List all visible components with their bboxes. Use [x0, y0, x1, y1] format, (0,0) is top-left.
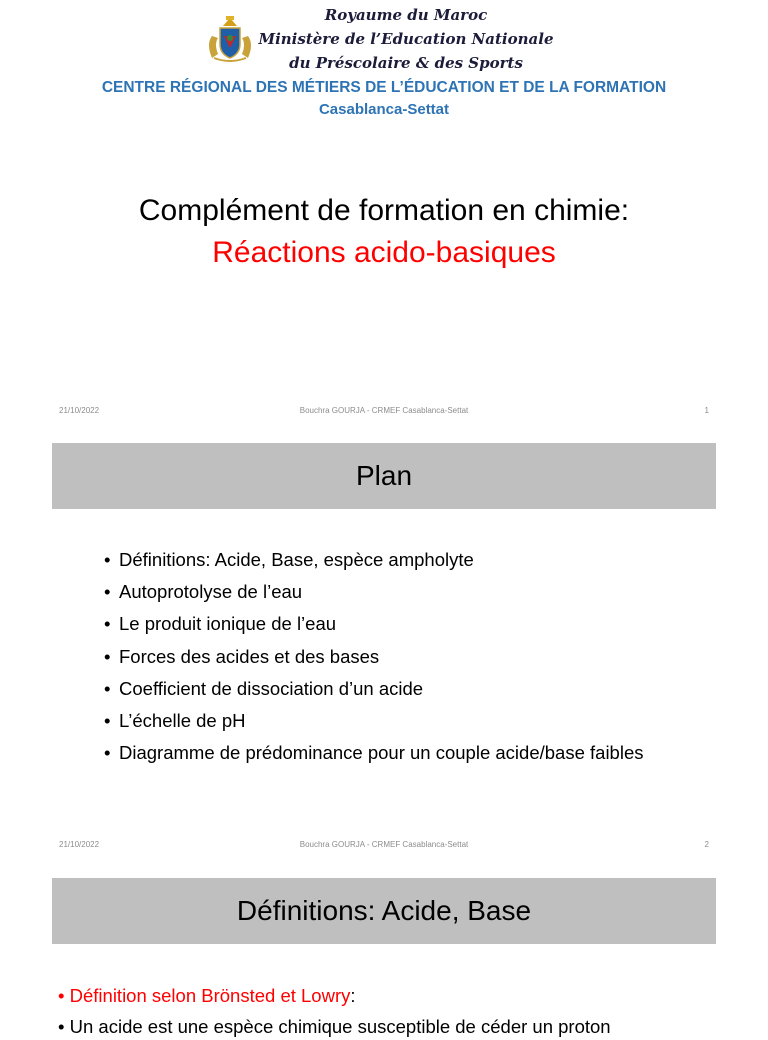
ministry-subtitle: du Préscolaire & des Sports [289, 54, 523, 72]
footer-page-number: 2 [704, 840, 709, 849]
bullet-icon: • [104, 710, 111, 732]
title-slide [0, 0, 768, 434]
plan-list [104, 544, 644, 769]
slide-footer [0, 406, 768, 420]
bullet-icon: • [58, 1016, 65, 1037]
definitions-title: Définitions: Acide, Base [236, 895, 532, 926]
kingdom-name: Royaume du Maroc [324, 6, 488, 24]
definition-acid-text: Un acide est une espèce chimique susceptible de céder un proton [69, 1016, 611, 1037]
bullet-icon: • [58, 985, 65, 1006]
footer-date: 21/10/2022 [59, 840, 100, 849]
list-item: • Autoprotolyse de l’eau [104, 576, 644, 608]
slide-title: Complément de formation en chimie: [138, 194, 630, 227]
list-item: • L’échelle de pH [104, 705, 644, 737]
definition-label: Définition selon Brönsted et Lowry [69, 985, 351, 1006]
list-item: • Définitions: Acide, Base, espèce ampholyte [104, 544, 644, 576]
bullet-icon: • [104, 645, 111, 667]
bullet-icon: • [104, 549, 111, 570]
list-item: • Le produit ionique de l’eau [104, 608, 644, 640]
slide-subtitle: Réactions acido-basiques [212, 236, 556, 269]
slide-footer [0, 840, 768, 854]
footer-date: 21/10/2022 [59, 406, 100, 415]
definition-heading [58, 983, 356, 1009]
centre-city: Casablanca-Settat [318, 101, 450, 118]
list-item: • Coefficient de dissociation d’un acide [104, 673, 644, 705]
footer-author: Bouchra GOURJA - CRMEF Casablanca-Settat [299, 406, 469, 415]
ministry-name: Ministère de l’Education Nationale [258, 30, 554, 48]
list-item: • Diagramme de prédominance pour un couple acide/base faibles [104, 737, 644, 769]
plan-title: Plan [355, 460, 413, 491]
moroccan-coat-of-arms-icon [204, 14, 256, 64]
footer-page-number: 1 [704, 406, 709, 415]
bullet-icon: • [104, 742, 111, 764]
definitions-title-band [52, 878, 716, 944]
definition-text [58, 1014, 611, 1040]
plan-title-band [52, 443, 716, 509]
bullet-icon: • [104, 613, 111, 635]
footer-author: Bouchra GOURJA - CRMEF Casablanca-Settat [299, 840, 469, 849]
bullet-icon: • [104, 677, 111, 699]
list-item: • Forces des acides et des bases [104, 641, 644, 673]
bullet-icon: • [104, 581, 111, 603]
centre-name: CENTRE RÉGIONAL DES MÉTIERS DE L’ÉDUCATION ET DE LA FORMATION [101, 79, 667, 96]
definition-colon: : [350, 985, 356, 1006]
